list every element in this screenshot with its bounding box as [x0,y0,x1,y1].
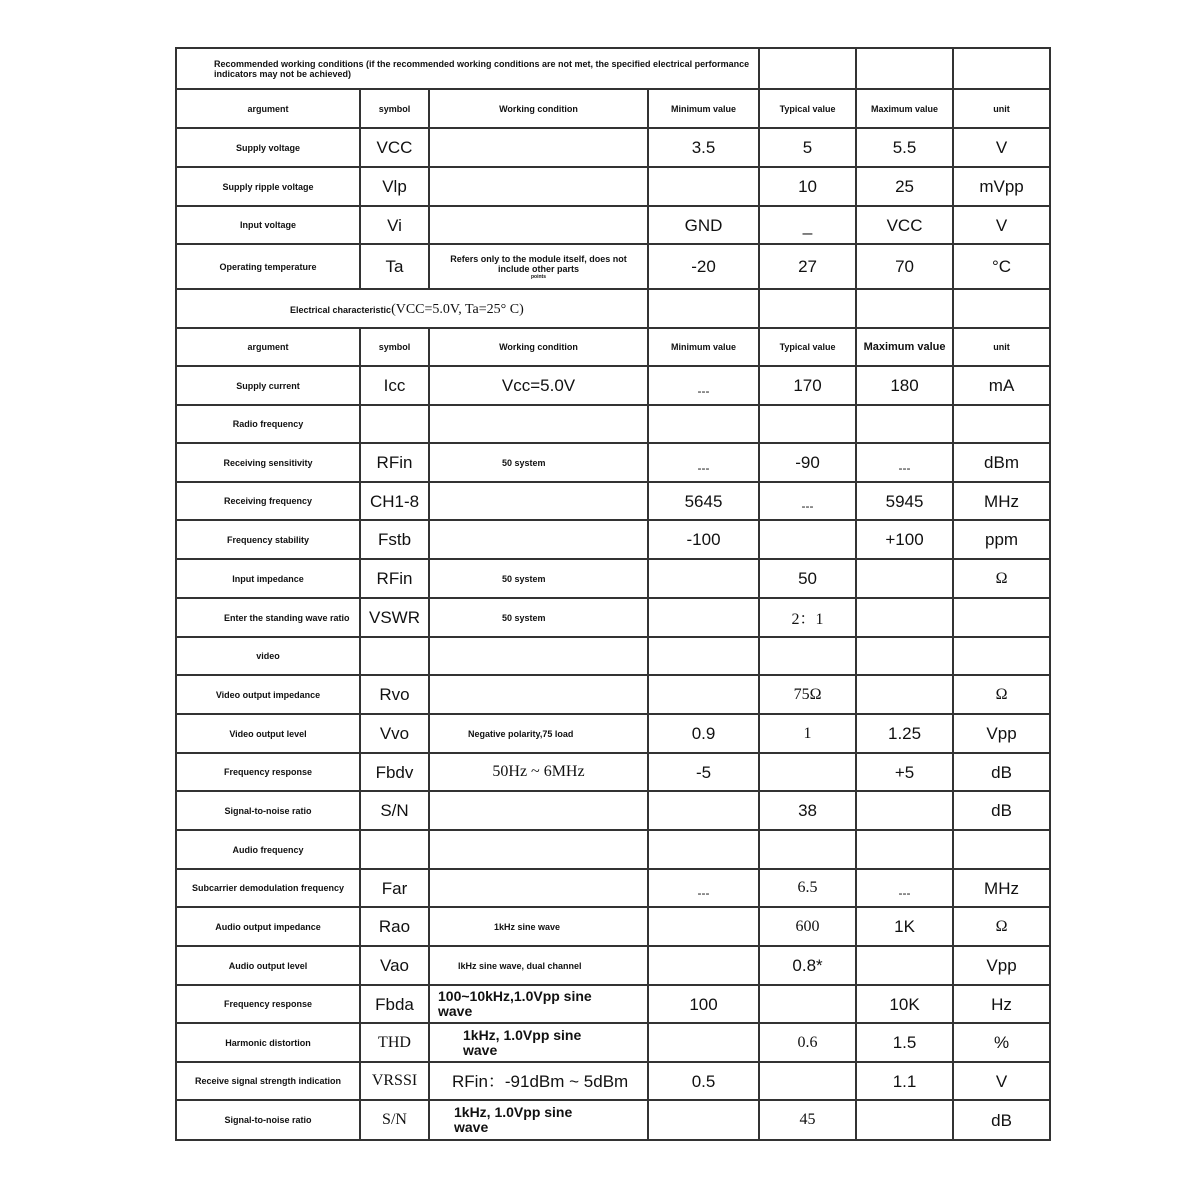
max-cell: 1.25 [856,714,953,753]
argument-cell: Frequency stability [176,520,360,559]
typ-cell: 45 [759,1100,856,1140]
symbol-cell: Icc [360,366,429,405]
symbol-cell: Rao [360,907,429,946]
condition-cell: lkHz sine wave, dual channel [429,946,648,985]
argument-cell: Harmonic distortion [176,1023,360,1062]
argument-cell: Operating temperature [176,244,360,289]
max-cell: 25 [856,167,953,206]
header-typical: Typical value [759,328,856,366]
typ-value: --- [801,499,814,513]
min-cell [648,559,759,598]
condition-cell: 1kHz, 1.0Vpp sine wave [429,1100,648,1140]
min-cell [648,907,759,946]
header-maximum: Maximum value [856,89,953,128]
min-cell [648,869,759,907]
typ-cell [759,753,856,791]
max-cell: 10K [856,985,953,1023]
section-row-audio [176,830,1050,869]
max-value: --- [898,460,911,475]
symbol-cell: Rvo [360,675,429,714]
electrical-title-text: Electrical characteristic [290,304,392,315]
argument-cell: Input impedance [176,559,360,598]
conditions-title-row [176,48,1050,89]
min-value: --- [697,383,710,398]
argument-cell: Video output level [176,714,360,753]
table-row [176,520,1050,559]
unit-cell: % [953,1023,1050,1062]
typ-cell: 10 [759,167,856,206]
argument-cell: Supply ripple voltage [176,167,360,206]
table-row [176,482,1050,520]
min-cell: 100 [648,985,759,1023]
header-argument: argument [176,328,360,366]
min-cell [648,1100,759,1140]
argument-cell: Receiving frequency [176,482,360,520]
min-cell [648,791,759,830]
condition-cell: RFin：-91dBm ~ 5dBm [429,1062,648,1100]
condition-cell: Vcc=5.0V [429,366,648,405]
conditions-header-row [176,89,1050,128]
typ-cell [759,985,856,1023]
electrical-title [176,289,648,328]
symbol-cell: Vlp [360,167,429,206]
table-row [176,206,1050,244]
unit-cell: dB [953,791,1050,830]
section-row-video [176,637,1050,675]
symbol-cell: VSWR [360,598,429,637]
unit-cell: Ω [953,559,1050,598]
argument-cell: Frequency response [176,985,360,1023]
argument-cell: Signal-to-noise ratio [176,1100,360,1140]
argument-cell: Enter the standing wave ratio [176,598,360,637]
unit-cell: V [953,206,1050,244]
max-cell: 5.5 [856,128,953,167]
max-cell: 1K [856,907,953,946]
table-row [176,869,1050,907]
max-cell [856,559,953,598]
header-minimum: Minimum value [648,328,759,366]
condition-cell [429,791,648,830]
table-row [176,791,1050,830]
symbol-cell: Vao [360,946,429,985]
typ-cell: 1 [759,714,856,753]
header-typical: Typical value [759,89,856,128]
unit-cell: Ω [953,907,1050,946]
typ-cell: 600 [759,907,856,946]
spec-table [175,47,1051,1141]
condition-cell: 100~10kHz,1.0Vpp sine wave [429,985,648,1023]
symbol-cell: RFin [360,443,429,482]
max-cell [856,1100,953,1140]
unit-cell: °C [953,244,1050,289]
max-value: --- [898,886,911,900]
argument-cell: Supply current [176,366,360,405]
section-radio-frequency: Radio frequency [176,405,360,443]
condition-cell [429,167,648,206]
min-cell [648,598,759,637]
min-cell [648,946,759,985]
condition-cell: 1kHz, 1.0Vpp sine wave [429,1023,648,1062]
max-cell: 1.1 [856,1062,953,1100]
table-row [176,598,1050,637]
typ-cell: 6.5 [759,869,856,907]
condition-cell: Negative polarity,75 load [429,714,648,753]
min-cell: 5645 [648,482,759,520]
header-symbol: symbol [360,89,429,128]
typ-cell: 170 [759,366,856,405]
table-row [176,1023,1050,1062]
max-cell: 1.5 [856,1023,953,1062]
table-row [176,559,1050,598]
condition-cell [429,675,648,714]
unit-cell: Hz [953,985,1050,1023]
table-row [176,1062,1050,1100]
header-unit: unit [953,89,1050,128]
condition-cell [429,128,648,167]
section-row-radio [176,405,1050,443]
condition-cell: 1kHz sine wave [429,907,648,946]
argument-cell: Frequency response [176,753,360,791]
max-cell [856,675,953,714]
argument-cell: Audio output impedance [176,907,360,946]
max-cell [856,946,953,985]
max-cell [856,443,953,482]
unit-cell: mA [953,366,1050,405]
min-value: --- [697,460,710,475]
conditions-title: Recommended working conditions (if the recommended working conditions are not met, the specified electrical performance indicators may not be achieved) [176,48,759,89]
table-row [176,366,1050,405]
table-row [176,128,1050,167]
max-cell: VCC [856,206,953,244]
condition-cell [429,520,648,559]
condition-cell [429,206,648,244]
symbol-cell: Vi [360,206,429,244]
argument-cell: Input voltage [176,206,360,244]
min-cell: 0.9 [648,714,759,753]
section-audio-frequency: Audio frequency [176,830,360,869]
typ-cell: 5 [759,128,856,167]
typ-cell: 27 [759,244,856,289]
table-row [176,907,1050,946]
condition-cell [429,244,648,289]
min-cell [648,675,759,714]
unit-cell: Ω [953,675,1050,714]
electrical-header-row [176,328,1050,366]
typ-cell [759,1062,856,1100]
min-cell [648,167,759,206]
section-video: video [176,637,360,675]
min-cell: 0.5 [648,1062,759,1100]
table-row [176,1100,1050,1140]
argument-cell: Signal-to-noise ratio [176,791,360,830]
max-cell [856,791,953,830]
table-row [176,985,1050,1023]
unit-cell: dB [953,1100,1050,1140]
typ-cell: 75Ω [759,675,856,714]
unit-cell: ppm [953,520,1050,559]
header-maximum: Maximum value [856,328,953,366]
table-row [176,753,1050,791]
symbol-cell: Far [360,869,429,907]
typ-cell: _ [759,206,856,244]
condition-note: points [531,273,546,280]
argument-cell: Receiving sensitivity [176,443,360,482]
symbol-cell: S/N [360,791,429,830]
min-value: --- [697,886,710,900]
min-cell [648,1023,759,1062]
table-row [176,946,1050,985]
typ-cell: 0.8* [759,946,856,985]
min-cell [648,366,759,405]
min-cell: -100 [648,520,759,559]
typ-cell: 0.6 [759,1023,856,1062]
condition-cell: 50Hz ~ 6MHz [429,753,648,791]
max-cell: 180 [856,366,953,405]
condition-cell [429,869,648,907]
unit-cell: dB [953,753,1050,791]
max-cell: +5 [856,753,953,791]
condition-cell: 50 system [429,598,648,637]
header-working-condition: Working condition [429,89,648,128]
condition-cell [429,482,648,520]
header-minimum: Minimum value [648,89,759,128]
argument-cell: Subcarrier demodulation frequency [176,869,360,907]
electrical-title-conditions: (VCC=5.0V, Ta=25° C) [391,301,524,317]
table-row [176,714,1050,753]
typ-cell [759,520,856,559]
header-working-condition: Working condition [429,328,648,366]
symbol-cell: Ta [360,244,429,289]
condition-cell: 50 system [429,443,648,482]
condition-text: Refers only to the module itself, does not include other parts [450,253,627,274]
min-cell: -5 [648,753,759,791]
symbol-cell: RFin [360,559,429,598]
max-cell: 5945 [856,482,953,520]
max-cell [856,598,953,637]
unit-cell: V [953,128,1050,167]
unit-cell: MHz [953,869,1050,907]
unit-cell: dBm [953,443,1050,482]
argument-cell: Audio output level [176,946,360,985]
unit-cell: MHz [953,482,1050,520]
symbol-cell: Fbdv [360,753,429,791]
table-row [176,167,1050,206]
typ-cell: -90 [759,443,856,482]
table-row [176,244,1050,289]
min-cell: -20 [648,244,759,289]
unit-cell [953,598,1050,637]
symbol-cell: Vvo [360,714,429,753]
min-cell: 3.5 [648,128,759,167]
unit-cell: Vpp [953,714,1050,753]
table-row [176,675,1050,714]
symbol-cell: THD [360,1023,429,1062]
max-cell: 70 [856,244,953,289]
symbol-cell: Fstb [360,520,429,559]
condition-cell: 50 system [429,559,648,598]
symbol-cell: VCC [360,128,429,167]
max-cell [856,869,953,907]
symbol-cell: Fbda [360,985,429,1023]
argument-cell: Video output impedance [176,675,360,714]
symbol-cell: VRSSI [360,1062,429,1100]
typ-cell [759,482,856,520]
header-argument: argument [176,89,360,128]
header-unit: unit [953,328,1050,366]
table-row [176,443,1050,482]
typ-cell: 50 [759,559,856,598]
min-cell: GND [648,206,759,244]
unit-cell: V [953,1062,1050,1100]
electrical-title-row [176,289,1050,328]
typ-cell: 38 [759,791,856,830]
symbol-cell: CH1-8 [360,482,429,520]
max-cell: +100 [856,520,953,559]
argument-cell: Receive signal strength indication [176,1062,360,1100]
argument-cell: Supply voltage [176,128,360,167]
symbol-cell: S/N [360,1100,429,1140]
header-symbol: symbol [360,328,429,366]
typ-cell: 2：1 [759,598,856,637]
unit-cell: mVpp [953,167,1050,206]
unit-cell: Vpp [953,946,1050,985]
min-cell [648,443,759,482]
